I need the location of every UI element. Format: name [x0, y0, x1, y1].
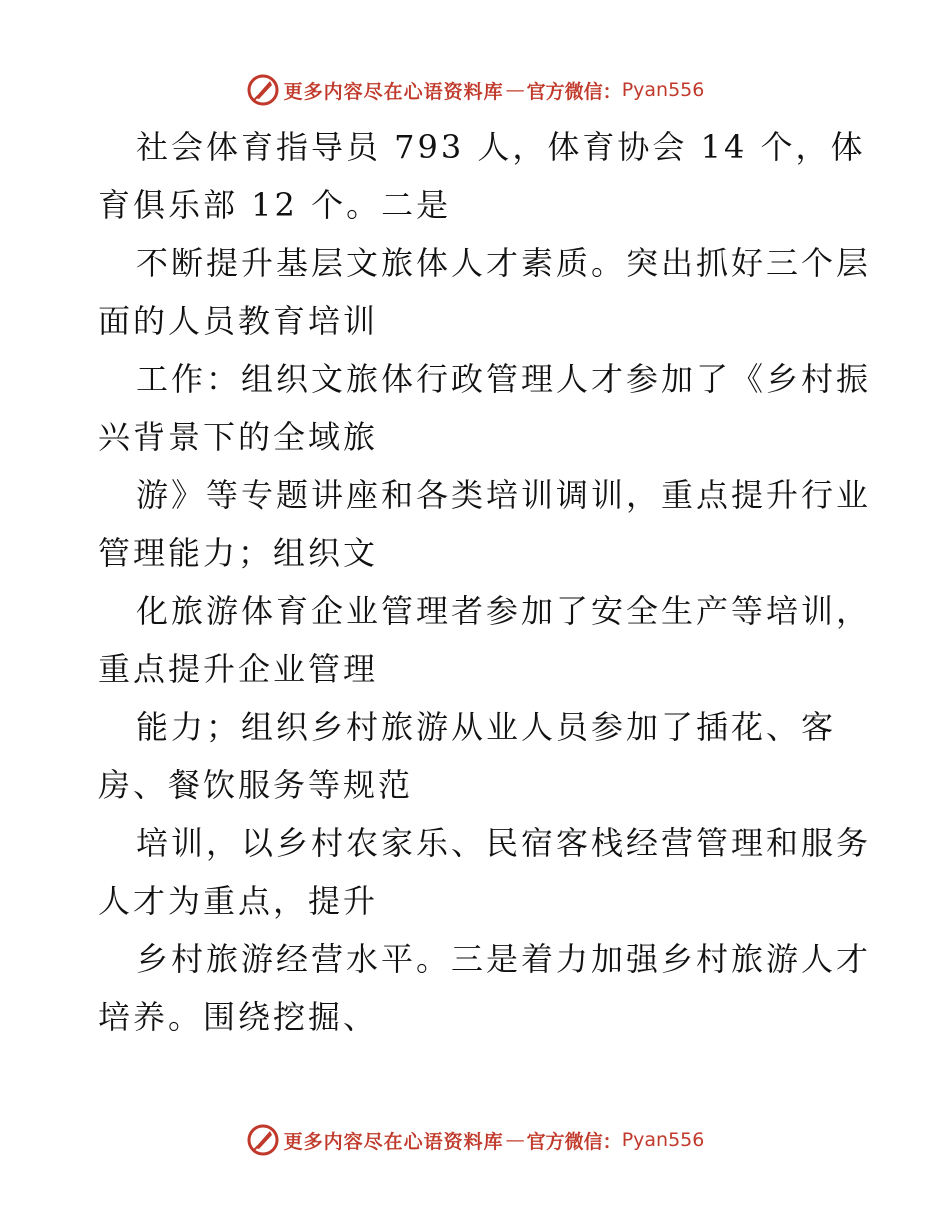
paragraph-line: 重点提升企业管理	[98, 650, 379, 688]
paragraph-line: 育俱乐部 12 个。二是	[98, 186, 452, 224]
watermark-wechat-id: Pyan556	[621, 79, 705, 101]
watermark-separator: —	[505, 1129, 525, 1151]
watermark-text: 更多内容尽在心语资料库	[283, 80, 504, 103]
watermark-wechat-id: Pyan556	[621, 1129, 705, 1151]
paragraph	[98, 698, 858, 814]
paragraph-line: 培训，以乡村农家乐、民宿客栈经营管理和服务	[136, 824, 872, 862]
paragraph-line: 游》等专题讲座和各类培训调训，重点提升行业	[136, 476, 872, 514]
paragraph-line: 化旅游体育企业管理者参加了安全生产等培训，	[136, 592, 872, 630]
paragraph-line: 兴背景下的全域旅	[98, 418, 379, 456]
paragraph	[98, 930, 872, 1046]
document-body	[98, 118, 872, 1046]
paragraph-line: 人才为重点，提升	[98, 882, 379, 920]
paragraph-line: 管理能力；组织文	[98, 534, 379, 572]
feather-pen-logo-icon	[246, 73, 280, 107]
paragraph	[98, 118, 866, 234]
watermark-wechat-label: 官方微信：	[526, 80, 622, 103]
paragraph	[98, 466, 872, 582]
paragraph	[98, 582, 872, 698]
paragraph-line: 乡村旅游经营水平。三是着力加强乡村旅游人才	[136, 940, 872, 978]
watermark-separator: —	[505, 79, 525, 101]
paragraph-line: 工作：组织文旅体行政管理人才参加了《乡村振	[136, 360, 872, 398]
watermark-wechat-label: 官方微信：	[526, 1130, 622, 1153]
paragraph	[98, 350, 872, 466]
paragraph	[98, 234, 872, 350]
header-watermark	[0, 70, 950, 110]
paragraph-line: 培养。围绕挖掘、	[98, 998, 379, 1036]
paragraph-line: 房、餐饮服务等规范	[98, 766, 414, 804]
feather-pen-logo-icon	[246, 1123, 280, 1157]
paragraph-line: 能力；组织乡村旅游从业人员参加了插花、客	[136, 708, 837, 746]
paragraph	[98, 814, 872, 930]
watermark-text: 更多内容尽在心语资料库	[283, 1130, 504, 1153]
paragraph-line: 面的人员教育培训	[98, 302, 379, 340]
paragraph-line: 不断提升基层文旅体人才素质。突出抓好三个层	[136, 244, 872, 282]
footer-watermark	[0, 1120, 950, 1160]
paragraph-line: 社会体育指导员 793 人，体育协会 14 个，体	[136, 128, 866, 166]
